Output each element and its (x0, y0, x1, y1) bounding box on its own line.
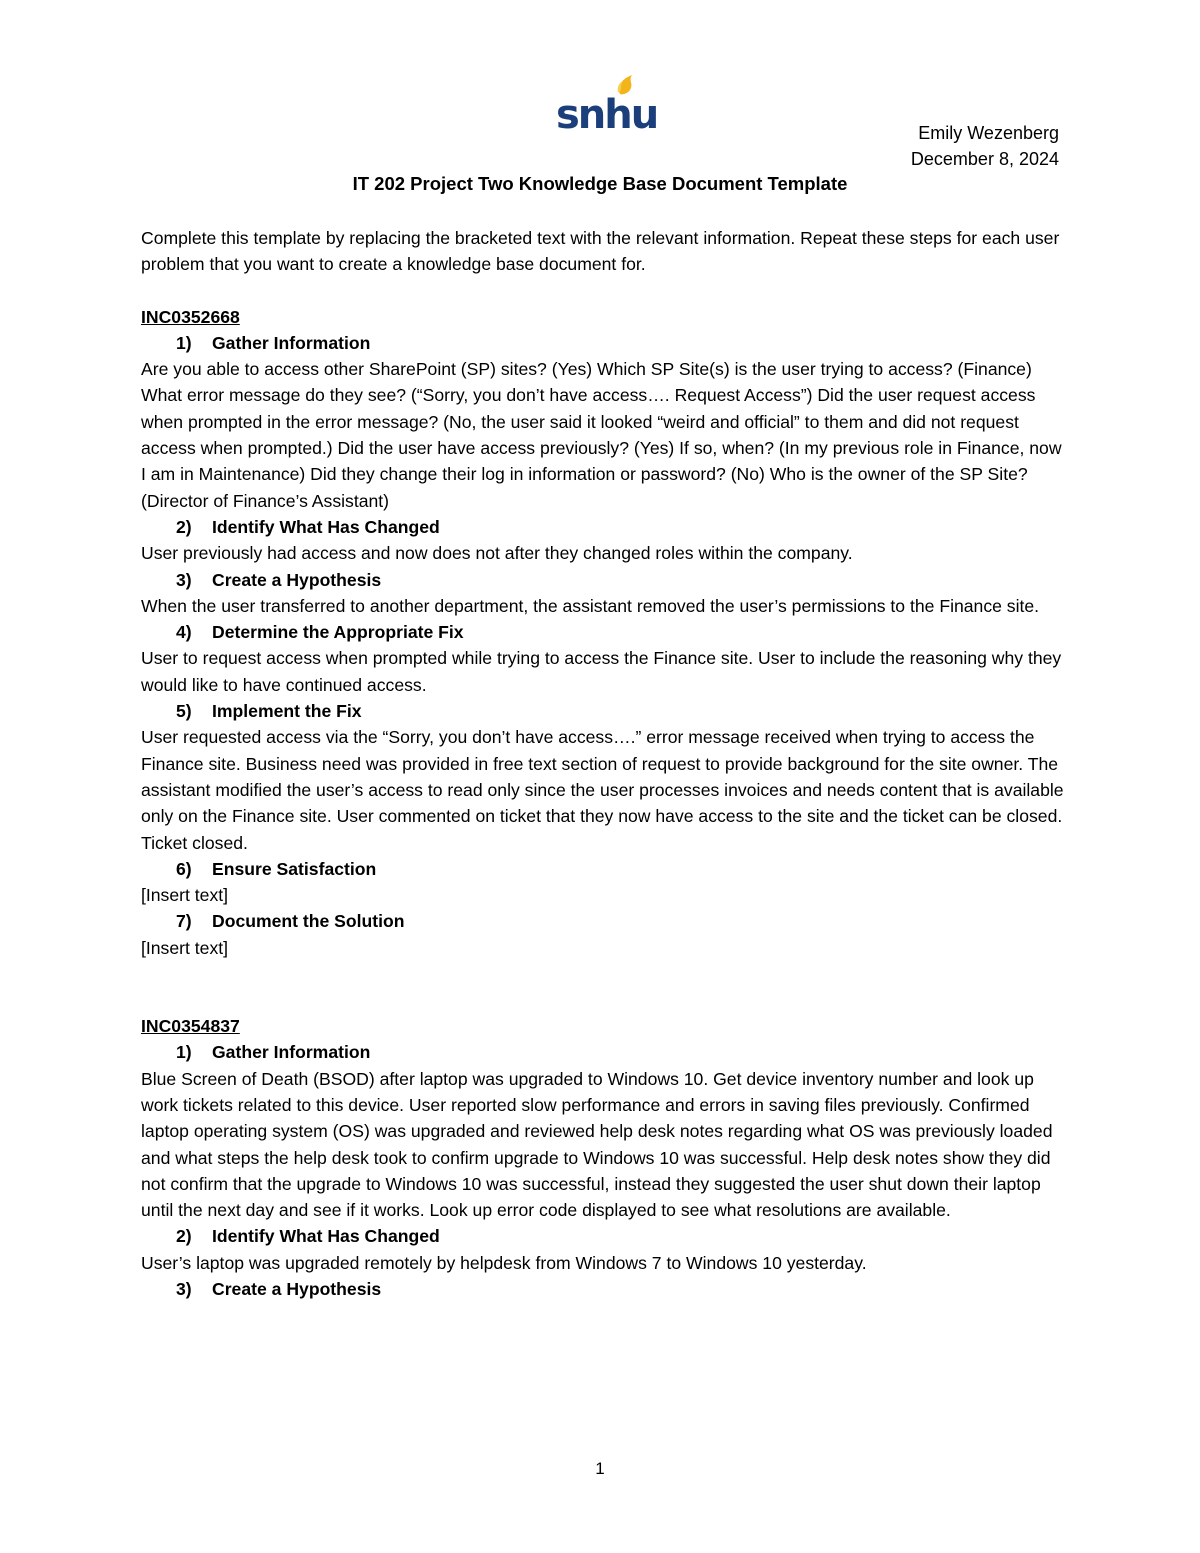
step-number: 1) (176, 332, 192, 353)
step-title: Determine the Appropriate Fix (212, 622, 464, 643)
document-body (141, 225, 1066, 1302)
step-heading (141, 856, 1066, 882)
step-heading (141, 1276, 1066, 1302)
step-number: 4) (176, 622, 192, 643)
step-number: 3) (176, 569, 192, 590)
step-title: Gather Information (212, 1042, 371, 1063)
document-title: IT 202 Project Two Knowledge Base Document Template (352, 173, 848, 194)
incident-section (141, 1013, 1066, 1302)
step-text: [Insert text] (141, 937, 229, 958)
step-number: 5) (176, 701, 192, 722)
section-spacer (141, 961, 1066, 1013)
document-date: December 8, 2024 (910, 149, 1059, 169)
step-text: User to request access when prompted while trying to access the Finance site. User to include the reasoning why they would like to have continued access. (141, 648, 1062, 695)
step-text: Are you able to access other SharePoint (SP) sites? (Yes) Which SP Site(s) is the user trying to access? (Finance) What error message do they see? (“Sorry, you don’t have access…. Request Access”) Did the user request access when prompted in the error message? (No, the user said it looked “weird and official” to them and did not request access when prompted.) Did the user have access previously? (Yes) If so, when? (In my previous role in Finance, now I am in Maintenance) Did they change their log in information or password? (No) Who is the owner of the SP Site? (Director of Finance’s Assistant) (141, 359, 1062, 511)
snhu-logo (556, 72, 658, 138)
step-title: Ensure Satisfaction (212, 858, 377, 879)
incident-id: INC0352668 (141, 306, 240, 327)
page-number: 1 (595, 1459, 605, 1478)
step-title: Gather Information (212, 332, 371, 353)
step-heading (141, 619, 1066, 645)
author-block (911, 120, 1059, 172)
step-text: [Insert text] (141, 885, 229, 906)
step-title: Identify What Has Changed (212, 1226, 440, 1247)
step-heading (141, 698, 1066, 724)
step-title: Identify What Has Changed (212, 516, 440, 537)
step-heading (141, 1223, 1066, 1249)
incident-section (141, 304, 1066, 961)
step-number: 2) (176, 516, 192, 537)
step-text: User’s laptop was upgraded remotely by helpdesk from Windows 7 to Windows 10 yesterday. (141, 1252, 867, 1273)
step-title: Create a Hypothesis (212, 569, 382, 590)
step-title: Document the Solution (212, 911, 405, 932)
step-title: Implement the Fix (212, 701, 362, 722)
step-number: 3) (176, 1278, 192, 1299)
step-number: 1) (176, 1042, 192, 1063)
step-heading (141, 908, 1066, 934)
step-heading (141, 514, 1066, 540)
step-text: Blue Screen of Death (BSOD) after laptop was upgraded to Windows 10. Get device inventory number and look up work tickets related to this device. User reported slow performance and errors in saving files previously. Confirmed laptop operating system (OS) was upgraded and reviewed help desk notes regarding what OS was previously loaded and what steps the help desk took to confirm upgrade to Windows 10 was successful. Help desk notes show they did not confirm that the upgrade to Windows 10 was successful, instead they suggested the user shut down their laptop until the next day and see if it works. Look up error code displayed to see what resolutions are available. (141, 1068, 1053, 1221)
step-text: User previously had access and now does not after they changed roles within the company. (141, 543, 853, 564)
author-name: Emily Wezenberg (918, 123, 1059, 143)
step-number: 2) (176, 1226, 192, 1247)
step-heading (141, 330, 1066, 356)
intro-paragraph: Complete this template by replacing the bracketed text with the relevant information. Repeat these steps for each user problem that you want to create a knowledge base document for. (141, 228, 1060, 275)
step-heading (141, 567, 1066, 593)
step-text: User requested access via the “Sorry, you don’t have access….” error message received when trying to access the Finance site. Business need was provided in free text section of request to provide background for the site owner. The assistant modified the user’s access to read only since the user processes invoices and needs content that is available only on the Finance site. User commented on ticket that they now have access to the site and the ticket can be closed. Ticket closed. (141, 727, 1064, 853)
step-heading (141, 1039, 1066, 1065)
step-text: When the user transferred to another department, the assistant removed the user’s permissions to the Finance site. (141, 595, 1040, 616)
step-number: 7) (176, 911, 192, 932)
step-number: 6) (176, 858, 192, 879)
incident-id: INC0354837 (141, 1016, 240, 1037)
step-title: Create a Hypothesis (212, 1278, 382, 1299)
svg-text:snhu: snhu (556, 92, 658, 138)
